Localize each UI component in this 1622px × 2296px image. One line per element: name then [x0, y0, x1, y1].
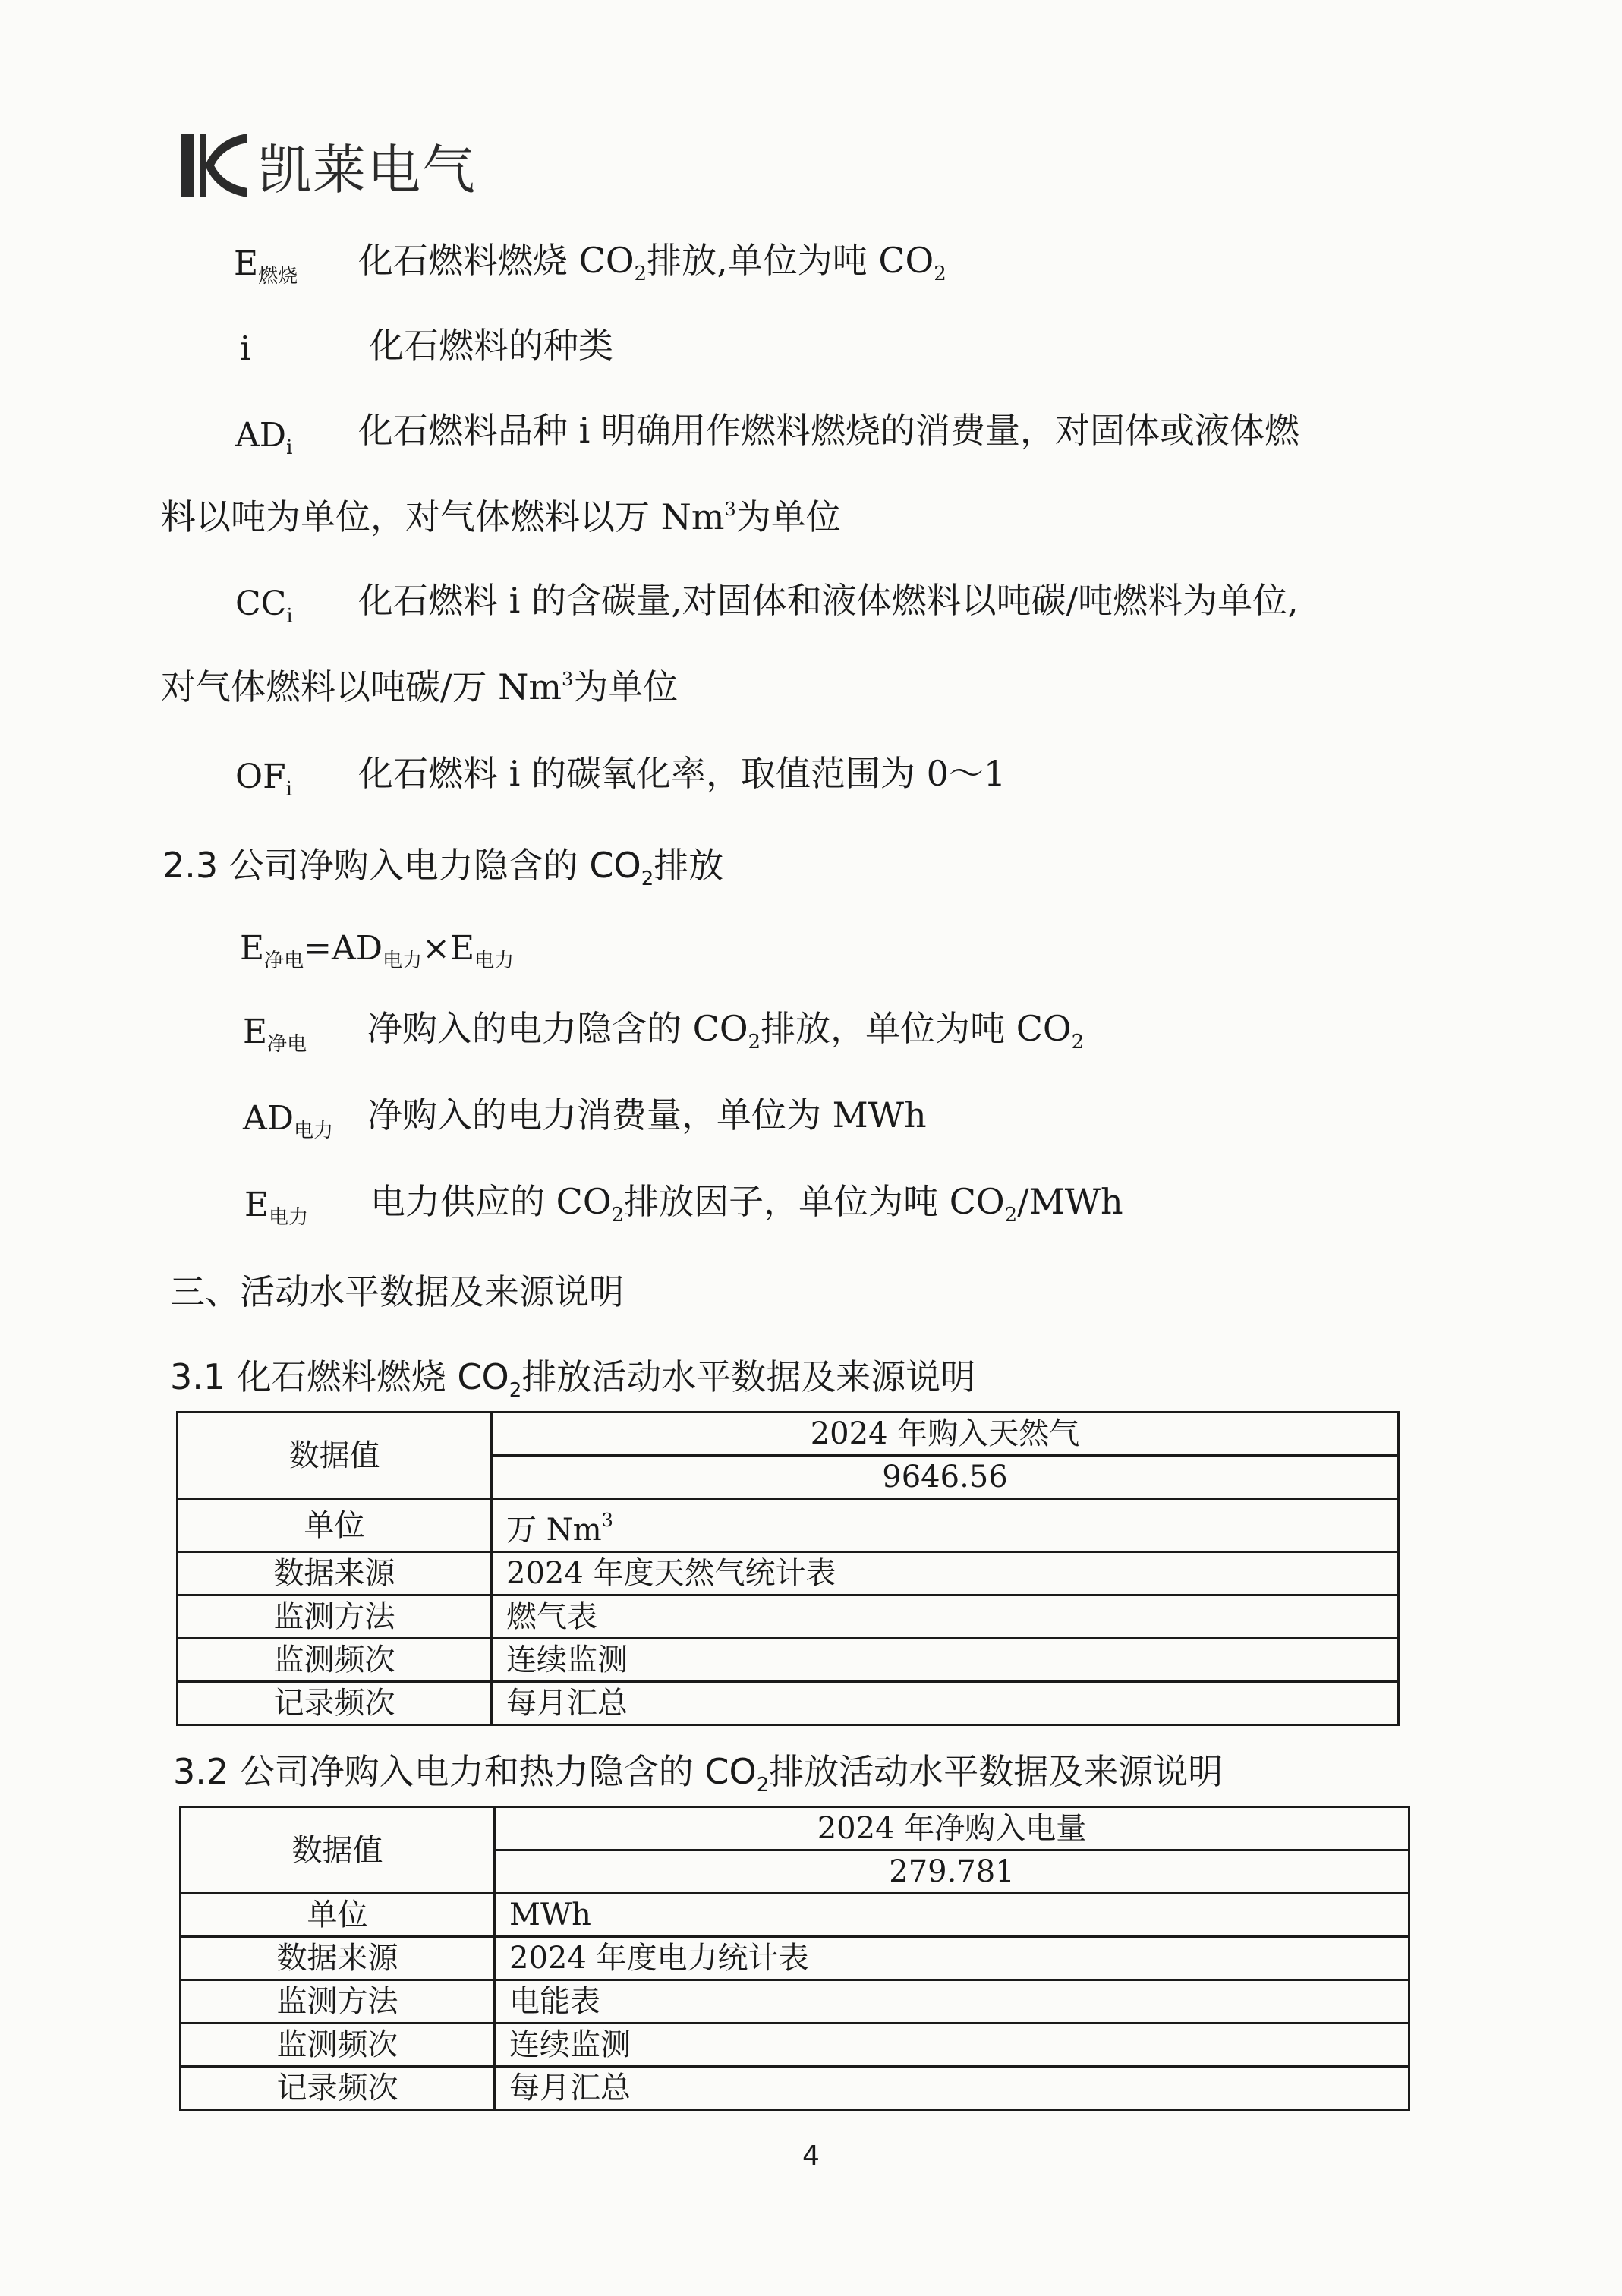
def-symbol: $CC_i$: [235, 584, 293, 628]
section-heading-3-2: 3.2 公司净购入电力和热力隐含的 $CO_2$排放活动水平数据及来源说明: [173, 1751, 1224, 1797]
table-row: [181, 2024, 1409, 2067]
def-symbol: $AD_i$: [235, 416, 293, 459]
table-cell-label: 监测方法: [178, 1595, 492, 1639]
table-cell-label: 数据值: [178, 1413, 492, 1499]
def-text-continued: 对气体燃料以吨碳/万 Nm$^3$为单位: [161, 666, 679, 707]
page-number: 4: [802, 2140, 820, 2172]
activity-data-table-fuel: [176, 1411, 1400, 1726]
table-row: [181, 1807, 1409, 1850]
table-cell-value: 9646.56: [492, 1456, 1399, 1499]
def-text: 化石燃料燃烧 $CO_2$排放,单位为吨 $CO_2$: [358, 240, 946, 285]
table-cell-label: 单位: [181, 1894, 495, 1937]
table-cell-value: 燃气表: [492, 1595, 1399, 1639]
table-row: [181, 1980, 1409, 2024]
table-cell-label: 数据来源: [178, 1552, 492, 1595]
table-row: [178, 1595, 1399, 1639]
def-symbol: $E_{净电}$: [243, 1013, 307, 1056]
logo-text: 凯莱电气: [258, 138, 477, 201]
table-cell-value: 279.781: [495, 1850, 1409, 1894]
table-cell-label: 数据来源: [181, 1937, 495, 1980]
section-heading-3: 三、活动水平数据及来源说明: [170, 1271, 624, 1312]
def-text: 化石燃料 i 的碳氧化率，取值范围为 0～1: [358, 753, 1006, 794]
def-text: 化石燃料 i 的含碳量,对固体和液体燃料以吨碳/吨燃料为单位,: [358, 580, 1299, 621]
table-cell-label: 监测方法: [181, 1980, 495, 2024]
def-text: 化石燃料的种类: [369, 325, 613, 366]
logo-k-icon: [181, 128, 254, 203]
table-cell-label: 监测频次: [181, 2024, 495, 2067]
activity-data-table-electricity: [179, 1806, 1410, 2111]
formula: $E_{净电}=AD_{电力}\times E_{电力}$: [240, 929, 515, 972]
def-symbol: $E_{电力}$: [244, 1186, 309, 1229]
table-cell-value: 2024 年度天然气统计表: [492, 1552, 1399, 1595]
table-cell-value: 2024 年度电力统计表: [495, 1937, 1409, 1980]
def-symbol: $AD_{电力}$: [243, 1099, 334, 1142]
table-cell-value: 每月汇总: [492, 1682, 1399, 1725]
table-cell-value-header: 2024 年净购入电量: [495, 1807, 1409, 1850]
def-text: 净购入的电力消费量，单位为 MWh: [367, 1094, 927, 1135]
table-cell-value: 电能表: [495, 1980, 1409, 2024]
def-text: 化石燃料品种 i 明确用作燃料燃烧的消费量，对固体或液体燃: [358, 410, 1299, 451]
company-logo: [181, 128, 477, 203]
table-cell-value-header: 2024 年购入天然气: [492, 1413, 1399, 1456]
table-row: [178, 1499, 1399, 1552]
table-cell-label: 数据值: [181, 1807, 495, 1894]
table-row: [178, 1552, 1399, 1595]
table-row: [178, 1639, 1399, 1682]
def-symbol: $E_{燃烧}$: [234, 244, 298, 288]
section-heading-3-1: 3.1 化石燃料燃烧 $CO_2$排放活动水平数据及来源说明: [170, 1356, 976, 1402]
def-text: 净购入的电力隐含的 $CO_2$排放，单位为吨 $CO_2$: [367, 1008, 1085, 1054]
table-cell-value: 每月汇总: [495, 2067, 1409, 2110]
def-text-continued: 料以吨为单位，对气体燃料以万 Nm$^3$为单位: [161, 496, 841, 537]
section-heading-2-3: 2.3 公司净购入电力隐含的 $CO_2$排放: [162, 845, 724, 890]
table-row: [178, 1413, 1399, 1456]
def-symbol: $OF_i$: [235, 757, 292, 801]
table-row: [181, 1937, 1409, 1980]
table-cell-value: 连续监测: [495, 2024, 1409, 2067]
def-text: 电力供应的 $CO_2$排放因子，单位为吨 $CO_2$/MWh: [370, 1181, 1123, 1227]
table-cell-value: 万 Nm$^3$: [492, 1499, 1399, 1552]
table-cell-label: 记录频次: [181, 2067, 495, 2110]
table-cell-label: 记录频次: [178, 1682, 492, 1725]
table-cell-label: 监测频次: [178, 1639, 492, 1682]
table-row: [178, 1682, 1399, 1725]
table-row: [181, 1894, 1409, 1937]
table-row: [181, 2067, 1409, 2110]
table-cell-label: 单位: [178, 1499, 492, 1552]
table-cell-value: MWh: [495, 1894, 1409, 1937]
table-cell-value: 连续监测: [492, 1639, 1399, 1682]
def-symbol: i: [240, 329, 251, 368]
